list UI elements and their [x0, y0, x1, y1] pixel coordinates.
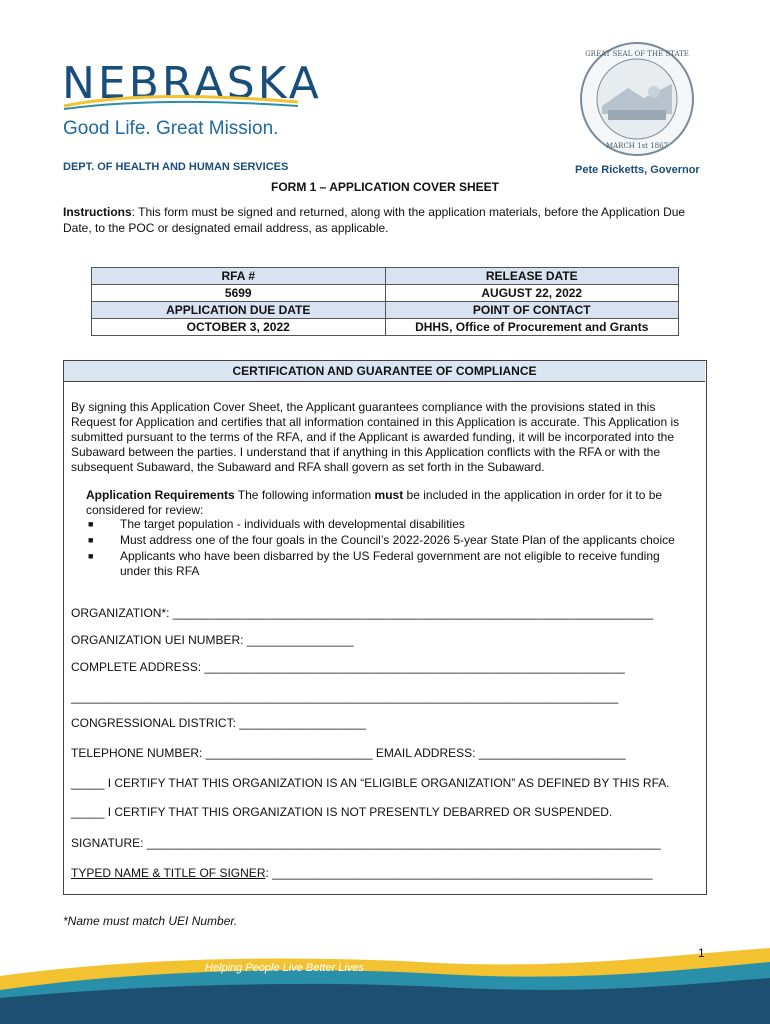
nebraska-logo-wordmark: NEBRASKA: [62, 58, 322, 109]
typed-name-field[interactable]: [71, 866, 653, 880]
application-requirements: [86, 488, 691, 518]
requirement-text: Must address one of the four goals in the Council’s 2022-2026 5-year State Plan of the applicants choice: [120, 533, 675, 547]
typed-name-blank: : _________________________________________________________: [265, 866, 653, 880]
requirements-list: [86, 517, 686, 580]
form-title: FORM 1 – APPLICATION COVER SHEET: [270, 180, 500, 194]
organization-field[interactable]: ORGANIZATION*: ________________________________________________________________________: [71, 606, 654, 620]
governor-name: Pete Ricketts, Governor: [575, 164, 700, 176]
release-date-label: RELEASE DATE: [385, 268, 679, 285]
certify-not-debarred-field[interactable]: _____ I CERTIFY THAT THIS ORGANIZATION IS NOT PRESENTLY DEBARRED OR SUSPENDED.: [71, 805, 613, 819]
tagline: Good Life. Great Mission.: [63, 118, 279, 139]
page-number: 1: [698, 946, 705, 960]
requirements-text-a: The following information: [234, 488, 375, 502]
requirement-text: The target population - individuals with developmental disabilities: [120, 517, 465, 531]
typed-name-label: TYPED NAME & TITLE OF SIGNER: [71, 866, 266, 880]
list-item: [86, 533, 686, 548]
signature-field[interactable]: SIGNATURE: _____________________________________________________________________________: [71, 836, 661, 850]
svg-text:GREAT SEAL OF THE STATE: GREAT SEAL OF THE STATE: [585, 50, 689, 58]
release-date-value: AUGUST 22, 2022: [385, 285, 679, 302]
department-name: DEPT. OF HEALTH AND HUMAN SERVICES: [63, 161, 289, 173]
address-line-2-field[interactable]: __________________________________________________________________________________: [71, 690, 619, 704]
requirements-text-b: be included in the application in order for it to be considered for review:: [86, 488, 663, 517]
requirement-text: Applicants who have been disbarred by the US Federal government are not eligible to receive funding under this RFA: [120, 549, 660, 578]
instructions-label: Instructions: [63, 205, 132, 219]
telephone-email-field[interactable]: TELEPHONE NUMBER: _________________________ EMAIL ADDRESS: ______________________: [71, 746, 626, 760]
rfa-info-table: [91, 267, 679, 336]
bullet-icon: ■: [88, 551, 94, 561]
uei-number-field[interactable]: ORGANIZATION UEI NUMBER: ________________: [71, 633, 354, 647]
list-item: [86, 549, 686, 579]
certification-heading: CERTIFICATION AND GUARANTEE OF COMPLIANCE: [64, 361, 705, 382]
rfa-number-label: RFA #: [92, 268, 386, 285]
certify-eligible-field[interactable]: _____ I CERTIFY THAT THIS ORGANIZATION IS AN “ELIGIBLE ORGANIZATION” AS DEFINED BY THIS RFA.: [71, 776, 670, 790]
logo-swoosh-icon: [62, 92, 302, 112]
certification-body: By signing this Application Cover Sheet, the Applicant guarantees compliance with the provisions stated in this Request for Application and certifies that all information contained in this Application is accurate. This Application is submitted pursuant to the terms of the RFA, and if the Applicant is awarded funding, it will be incorporated into the Subaward between the parties. I understand that if anything in this Application conflicts with the RFA or with the subsequent Subaward, the Subaward and RFA shall govern as set forth in the Subaward.: [71, 400, 680, 474]
rfa-number-value: 5699: [92, 285, 386, 302]
bullet-icon: ■: [88, 535, 94, 545]
requirements-must: must: [374, 488, 404, 502]
svg-text:MARCH 1st 1867: MARCH 1st 1867: [605, 142, 669, 150]
address-field[interactable]: COMPLETE ADDRESS: _______________________________________________________________: [71, 660, 625, 674]
congressional-district-field[interactable]: CONGRESSIONAL DISTRICT: ___________________: [71, 716, 367, 730]
list-item: [86, 517, 686, 532]
state-seal-icon: [578, 40, 696, 158]
footer-slogan: Helping People Live Better Lives: [205, 962, 364, 974]
bullet-icon: ■: [88, 519, 94, 529]
due-date-label: APPLICATION DUE DATE: [92, 302, 386, 319]
footnote: *Name must match UEI Number.: [63, 914, 238, 928]
point-of-contact-value: DHHS, Office of Procurement and Grants: [385, 319, 679, 336]
point-of-contact-label: POINT OF CONTACT: [385, 302, 679, 319]
instructions: [63, 204, 711, 236]
requirements-label: Application Requirements: [86, 488, 235, 502]
footer-wave-band: [0, 940, 770, 1024]
due-date-value: OCTOBER 3, 2022: [92, 319, 386, 336]
instructions-text: : This form must be signed and returned, along with the application materials, before the Application Due Date, to the POC or designated email address, as applicable.: [63, 205, 686, 235]
